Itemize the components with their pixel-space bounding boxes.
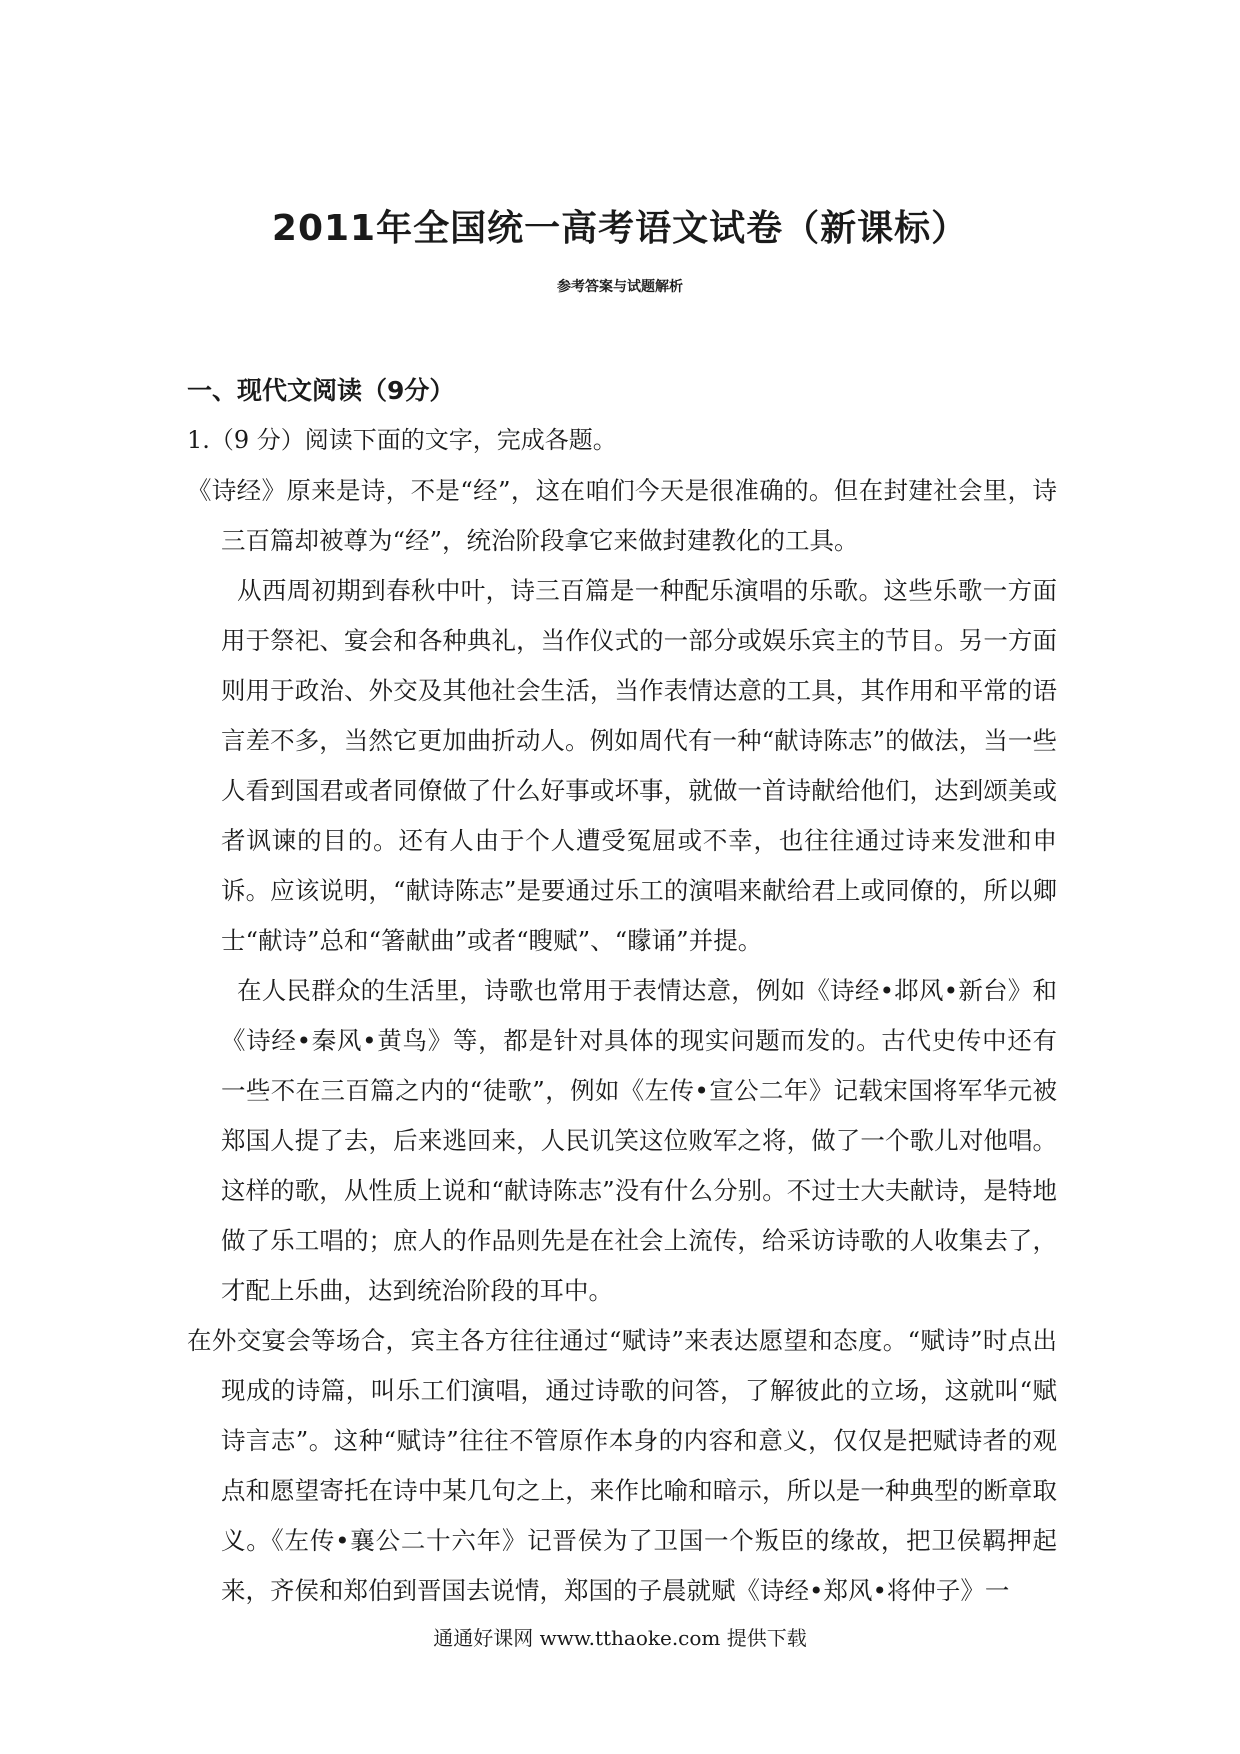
page-footer: 通通好课网 www.tthaoke.com 提供下载: [433, 1626, 807, 1650]
question-label: 1.（9 分）阅读下面的文字，完成各题。: [187, 426, 617, 454]
document-subtitle: 参考答案与试题解析: [557, 279, 683, 295]
document-title: 2011年全国统一高考语文试卷（新课标）: [271, 208, 969, 249]
paragraph: 在人民群众的生活里，诗歌也常用于表情达意，例如《诗经•邶风•新台》和《诗经•秦风•黄鸟》等，都是针对具体的现实问题而发的。古代史传中还有一些不在三百篇之内的“徒歌”，例如《左传•宣公二年》记载宋国将军华元被郑国人提了去，后来逃回来，人民讥笑这位败军之将，做了一个歌儿对他唱。这样的歌，从性质上说和“献诗陈志”没有什么分别。不过士大夫献诗，是特地做了乐工唱的；庶人的作品则先是在社会上流传，给采访诗歌的人收集去了，才配上乐曲，达到统治阶段的耳中。: [221, 976, 1057, 1305]
paragraph: 《诗经》原来是诗，不是“经”，这在咱们今天是很准确的。但在封建社会里，诗三百篇却被尊为“经”，统治阶段拿它来做封建教化的工具。: [187, 476, 1057, 555]
paragraph: 从西周初期到春秋中叶，诗三百篇是一种配乐演唱的乐歌。这些乐歌一方面用于祭祀、宴会和各种典礼，当作仪式的一部分或娱乐宾主的节目。另一方面则用于政治、外交及其他社会生活，当作表情达意的工具，其作用和平常的语言差不多，当然它更加曲折动人。例如周代有一种“献诗陈志”的做法，当一些人看到国君或者同僚做了什么好事或坏事，就做一首诗献给他们，达到颂美或者讽谏的目的。还有人由于个人遭受冤屈或不幸，也往往通过诗来发泄和申诉。应该说明，“献诗陈志”是要通过乐工的演唱来献给君上或同僚的，所以卿士“献诗”总和“箸献曲”或者“瞍赋”、“矇诵”并提。: [221, 576, 1057, 955]
section-heading: 一、现代文阅读（9分）: [187, 376, 455, 405]
paragraph: 在外交宴会等场合，宾主各方往往通过“赋诗”来表达愿望和态度。“赋诗”时点出现成的诗篇，叫乐工们演唱，通过诗歌的问答，了解彼此的立场，这就叫“赋诗言志”。这种“赋诗”往往不管原作本身的内容和意义，仅仅是把赋诗者的观点和愿望寄托在诗中某几句之上，来作比喻和暗示，所以是一种典型的断章取义。《左传•襄公二十六年》记晋侯为了卫国一个叛臣的缘故，把卫侯羁押起来，齐侯和郑伯到晋国去说情，郑国的子晨就赋《诗经•郑风•将仲子》一: [187, 1326, 1057, 1605]
reading-passage: [187, 466, 1057, 1616]
